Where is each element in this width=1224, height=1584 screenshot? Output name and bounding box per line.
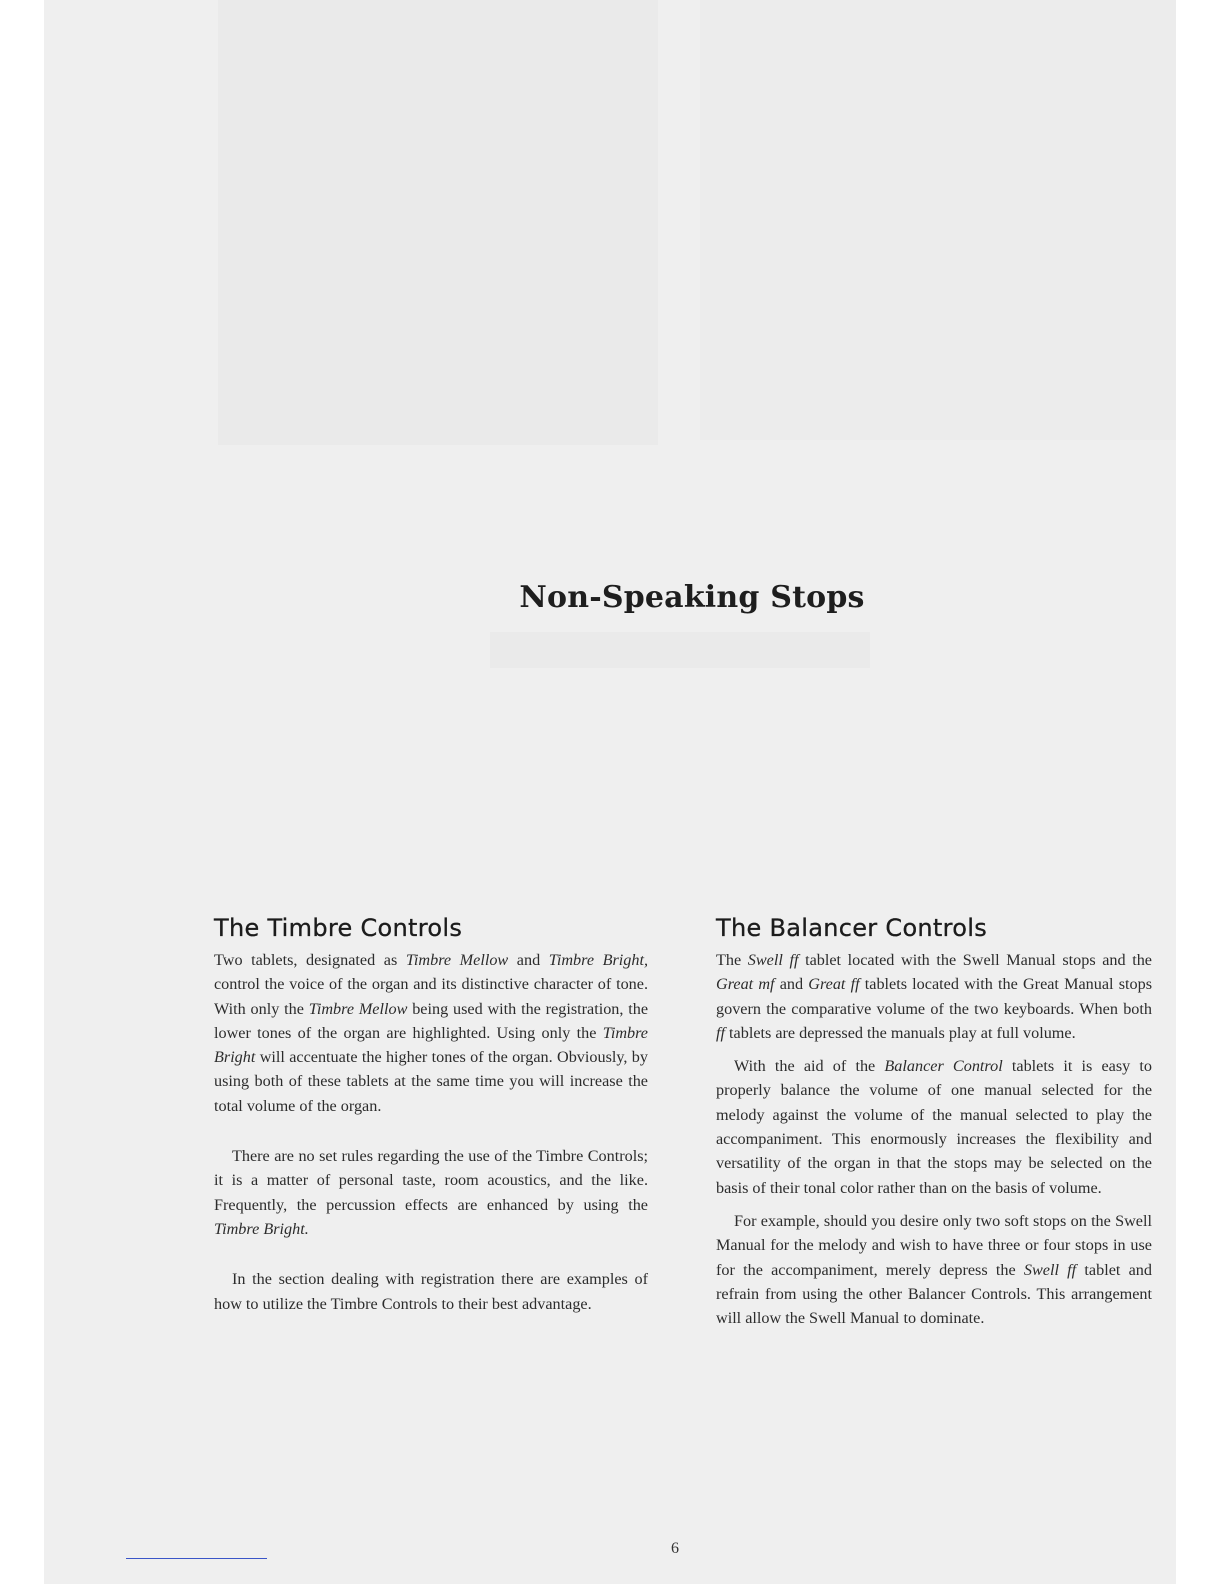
paragraph: The Swell ff tablet located with the Swell Manual stops and the Great mf and Great ff tablets located with the Great Manual stops govern the comparative volume of the two keyboards. When both ff tablets are depressed the manuals play at full volume. [716, 951, 1153, 1042]
italic-term: Balancer Control [884, 1057, 1003, 1076]
bleed-through-image [700, 0, 1176, 440]
paragraph: For example, should you desire only two soft stops on the Swell Manual for the melody and wish to have three or four stops in use for the accompaniment, merely depress the Swell ff tablet and refrain from using the other Balancer Controls. This arrangement will allow the Swell Manual to dominate. [716, 1211, 1152, 1328]
italic-term: Timbre Bright. [214, 1219, 309, 1238]
bleed-through-text [490, 632, 870, 668]
italic-term: Great mf [716, 975, 775, 994]
italic-term: Timbre Bright [214, 1023, 648, 1067]
page-title: Non-Speaking Stops [519, 580, 865, 616]
page-margin [0, 0, 44, 1584]
italic-term: Timbre Mellow [405, 951, 509, 969]
paragraph: There are no set rules regarding the use of the Timbre Controls; it is a matter of personal taste, room acoustics, and the like. Frequently, the percussion effects are enhanced by using the Timbre Bright. [214, 1147, 648, 1238]
balancer-controls-section [716, 914, 1152, 1330]
paragraph: Two tablets, designated as Timbre Mellow and Timbre Bright, control the voice of the organ and its distinctive character of tone. With only the Timbre Mellow being used with the registration, the lower tones of the organ are highlighted. Using only the Timbre Bright will accentuate the higher tones of the organ. Obviously, by using both of these tablets at the same time you will increase the total volume of the organ. [214, 951, 649, 1115]
italic-term: ff [716, 1023, 725, 1042]
paragraph: With the aid of the Balancer Control tablets it is easy to properly balance the volume of one manual selected for the melody against the volume of the manual selected to play the accompaniment. This enormously increases the flexibility and versatility of the organ in that the stops may be selected on the basis of their tonal color rather than on the basis of volume. [716, 1057, 1153, 1197]
italic-term: Timbre Bright, [548, 951, 649, 969]
link-underline[interactable] [126, 1558, 267, 1559]
timbre-controls-section [214, 914, 648, 1316]
section-heading: The Timbre Controls [214, 914, 463, 942]
page-number: 6 [671, 1540, 679, 1557]
section-heading: The Balancer Controls [716, 914, 988, 942]
paragraph: In the section dealing with registration there are examples of how to utilize the Timbre Controls to their best advantage. [214, 1270, 648, 1313]
italic-term: Great ff [808, 975, 860, 994]
italic-term: Swell ff [1023, 1260, 1077, 1279]
italic-term: Timbre Mellow [308, 999, 408, 1018]
bleed-through-image [218, 0, 658, 445]
italic-term: Swell ff [747, 951, 799, 969]
